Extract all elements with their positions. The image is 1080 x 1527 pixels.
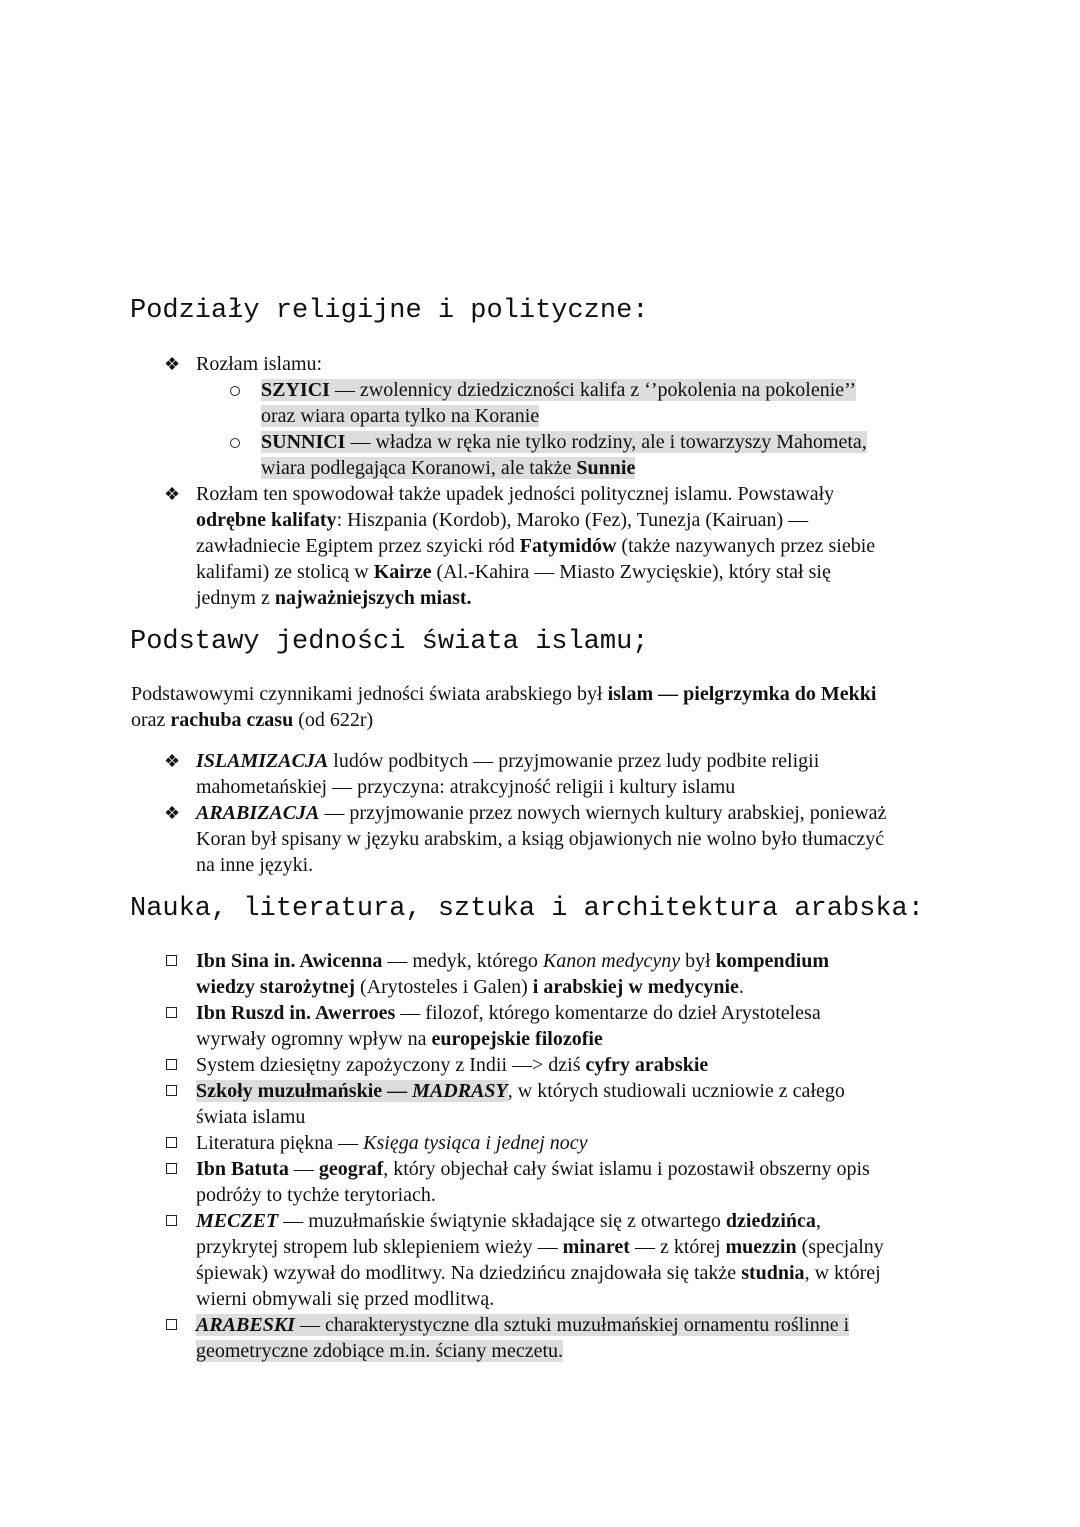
unity-paragraph: Podstawowymi czynnikami jedności świata arabskiego był islam — pielgrzymka do Mekki oraz rachuba czasu (od 622r) — [131, 683, 877, 731]
diamond-bullet-icon: ❖ — [164, 484, 181, 504]
diamond-bullet-icon: ❖ — [164, 803, 181, 823]
heading-science-art: Nauka, literatura, sztuka i architektura arabska: — [130, 894, 924, 924]
checkbox-icon — [166, 1007, 177, 1018]
circle-bullet-icon — [230, 438, 240, 448]
checkbox-icon — [166, 1137, 177, 1148]
document-page: Podziały religijne i polityczne: ❖ Rozłam islamu: SZYICI — zwolennicy dziedziczności kalifa z ‘’pokolenia na pokolenie’’ oraz wiara oparta tylko na Koranie SUNNICI — władza w ręka nie tylko rodziny, ale i towarzyszy Mahometa, wiara podlegająca Koranowi, ale także Sunnie ❖ Rozłam ten spowodował także upadek jedności politycznej islamu. Powstawały odrębne kalifaty: Hiszpania (Kordob), Maroko (Fez), Tunezja (Kairuan) — zawładniecie Egiptem przez szyicki ród Fatymidów (także nazywanych przez siebie kalifami) ze stolicą w Kairze (Al.-Kahira — Miasto Zwycięskie), który stał się jednym z najważniejszych miast. Podstawy jedności świata islamu; Podstawowymi czynnikami jedności świata arabskiego był islam — pielgrzymka do Mekki oraz rachuba czasu (od 622r) ❖ ISLAMIZACJA ludów podbitych — przyjmowanie przez ludy podbite religii mahometańskiej — przyczyna: atrakcyjność religii i kultury islamu ❖ ARABIZACJA — przyjmowanie przez nowych wiernych kultury arabskiej, ponieważ Koran był spisany w języku arabskim, a ksiąg objawionych nie wolno było tłumaczyć na inne języki. Nauka, literatura, sztuka i architektura arabska: Ibn Sina in. Awicenna — medyk, którego Kanon medycyny był kompendium wiedzy starożytnej (Arytosteles i Galen) i arabskiej w medycynie. Ibn Ruszd in. Awerroes — filozof, którego komentarze do dzieł Arystotelesa wyrwały ogromny wpływ na europejskie filozofie System dziesiętny zapożyczony z Indii —> dziś cyfry arabskie Szkoły muzułmańskie — MADRASY, w których studiowali uczniowie z całego świata islamu Literatura piękna — Księga tysiąca i jednej nocy Ibn Batuta — geograf, który objechał cały świat islamu i pozostawił obszerny opis podróży to tychże terytoriach. MECZET — muzułmańskie świątynie składające się z otwartego dziedzińca, przykrytej stropem lub sklepieniem wieży — minaret — z której muezzin (specjalny śpiewak) wzywał do modlitwy. Na dziedzińcu znajdowała się także studnia, w której wierni obmywali się przed modlitwą. ARABESKI — charakterystyczne dla sztuki muzułmańskiej ornamentu roślinne i geometryczne zdobiące m.in. ściany meczetu. — [0, 0, 1080, 1527]
circle-bullet-icon — [230, 386, 240, 396]
checkbox-icon — [166, 1059, 177, 1070]
diamond-bullet-icon: ❖ — [164, 751, 181, 771]
checkbox-icon — [166, 1163, 177, 1174]
checkbox-icon — [166, 955, 177, 966]
checkbox-icon — [166, 1319, 177, 1330]
heading-religious-political-divisions: Podziały religijne i polityczne: — [130, 296, 649, 326]
checkbox-icon — [166, 1215, 177, 1226]
checkbox-icon — [166, 1085, 177, 1096]
heading-unity-foundations: Podstawy jedności świata islamu; — [130, 627, 649, 657]
diamond-bullet-icon: ❖ — [164, 354, 181, 374]
